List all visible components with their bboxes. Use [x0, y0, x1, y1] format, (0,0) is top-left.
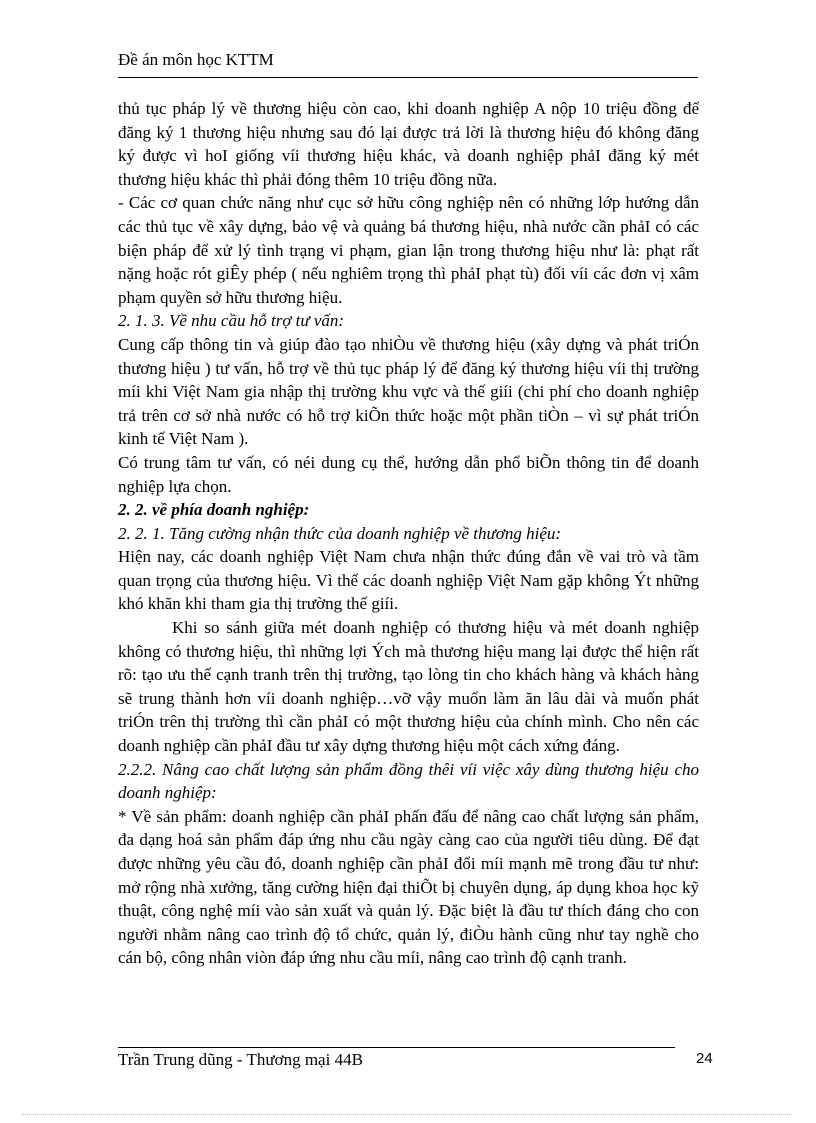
- page-number: 24: [696, 1050, 713, 1067]
- paragraph-information-support: Cung cấp thông tin và giúp đào tạo nhiÒu về thương hiệu (xây dựng và phát triÓn thương hiệu ) tư vấn, hỗ trợ về thủ tục pháp lý để đăng ký thương hiệu víi thị trường míi khi Việt Nam gia nhập thị trường khu vực và thế giíi (chi phí cho doanh nghiệp trả trên cơ sở nhà nước có hỗ trợ kiÕn thức hoặc một phần tiÒn – vì sự phát triÓn kinh tế Việt Nam ).: [118, 334, 699, 449]
- paragraph-consulting-center: Có trung tâm tư vấn, có néi dung cụ thể, hướng dẫn phổ biÕn thông tin để doanh nghiệp lựa chọn.: [118, 452, 699, 496]
- heading-2-2-1: 2. 2. 1. Tăng cường nhận thức của doanh nghiệp về thương hiệu:: [118, 523, 562, 543]
- heading-2-2-2: 2.2.2. Nâng cao chất lượng sản phẩm đồng thêi víi việc xây dùng thương hiệu cho doanh nghiệp:: [118, 759, 699, 803]
- heading-2-1-3: 2. 1. 3. Về nhu cầu hỗ trợ tư vấn:: [118, 311, 345, 331]
- page-bottom-border: [22, 1114, 792, 1115]
- paragraph-procedure-cost: thủ tục pháp lý về thương hiệu còn cao, khi doanh nghiệp A nộp 10 triệu đồng để đăng ký 1 thương hiệu nhưng sau đó lại được trả lời là thương hiệu đó không đăng ký được vì hoI giống víi thương hiệu khác, và doanh nghiệp phảI đăng ký mét thương hiệu khác thì phải đóng thêm 10 triệu đồng nữa.: [118, 99, 699, 189]
- heading-2-2: 2. 2. về phía doanh nghiệp:: [118, 500, 310, 520]
- document-body: [118, 97, 699, 970]
- paragraph-comparison: Khi so sánh giữa mét doanh nghiệp có thương hiệu và mét doanh nghiệp không có thương hiệu, thì những lợi Ých mà thương hiệu mang lại được thể hiện rất rõ: tạo ưu thế cạnh tranh trên thị trường, tạo lòng tin cho khách hàng và khách hàng sẽ trung thành hơn víi doanh nghiệp…vỡ vậy muốn làm ăn lâu dài và muốn phát triÓn trên thị trường thì cần phảI có một thương hiệu của chính mình. Cho nên các doanh nghiệp cần phảI đầu tư xây dựng thương hiệu một cách xứng đáng.: [118, 618, 699, 756]
- header-divider: [118, 77, 698, 78]
- paragraph-agencies-guidance: - Các cơ quan chức năng như cục sở hữu công nghiệp nên có những lớp hướng dẫn các thủ tục về xây dựng, bảo vệ và quảng bá thương hiệu, nhà nước cần phảI có các biện pháp để xử lý tình trạng vi phạm, gian lận trong thương hiệu như là: phạt rất nặng hoặc rót giÊy phép ( nếu nghiêm trọng thì phảI phạt tù) đối víi các đơn vị xâm phạm quyền sở hữu thương hiệu.: [118, 193, 699, 307]
- footer-divider: [118, 1047, 675, 1048]
- paragraph-awareness: Hiện nay, các doanh nghiệp Việt Nam chưa nhận thức đúng đắn về vai trò và tầm quan trọng của thương hiệu. Vì thế các doanh nghiệp Việt Nam gặp không Ýt những khó khăn khi tham gia thị trường thế giíi.: [118, 547, 699, 614]
- footer-author: Trần Trung dũng - Thương mại 44B: [118, 1050, 363, 1069]
- page-header-title: Đề án môn học KTTM: [118, 50, 274, 69]
- paragraph-product-quality: * Về sản phẩm: doanh nghiệp cần phảI phấn đấu để nâng cao chất lượng sản phẩm, đa dạng hoá sản phẩm đáp ứng nhu cầu ngày càng cao của người tiêu dùng. Để đạt được những yêu cầu đó, doanh nghiệp cần phảI đổi míi mạnh mẽ trong đầu tư như: mở rộng nhà xưởng, tăng cường hiện đại thiÕt bị chuyên dụng, áp dụng khoa học kỹ thuật, công nghệ míi vào sản xuất và quản lý. Đặc biệt là đầu tư thích đáng cho con người nhằm nâng cao trình độ tổ chức, quản lý, điÒu hành cũng như tay nghề cho cán bộ, công nhân viòn đáp ứng nhu cầu míi, nâng cao trình độ cạnh tranh.: [118, 806, 699, 968]
